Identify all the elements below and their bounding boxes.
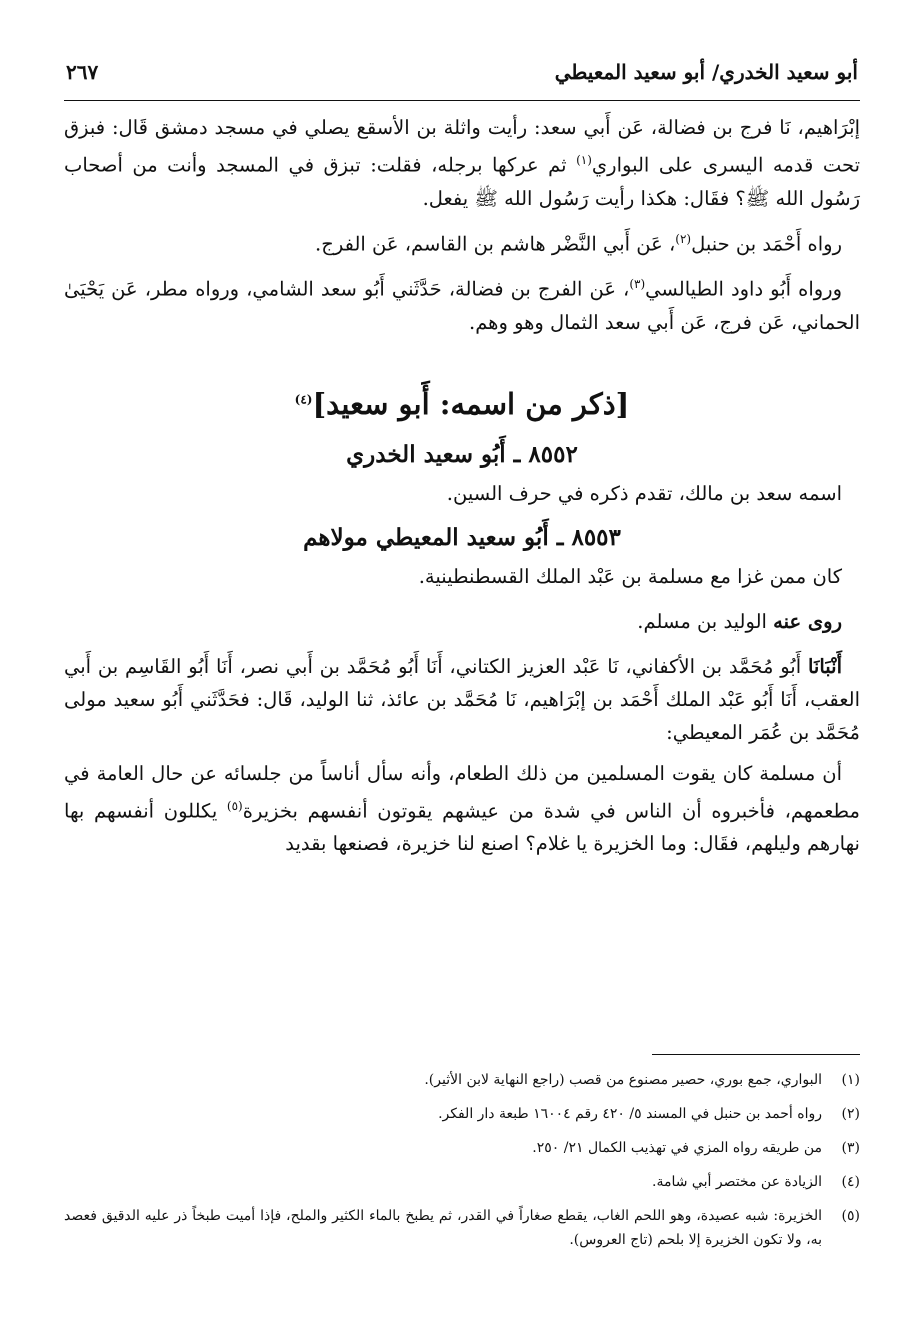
matn-text: أن مسلمة كان يقوت المسلمين من ذلك الطعام، وأنه سأل أناساً من جلسائه عن حال العامة في مطعمهم، فأخبروه أن الناس في شدة من عيشهم يقوتون أنفسهم بخزيرة	[64, 761, 860, 822]
running-title: أبو سعيد الخدري/ أبو سعيد المعيطي	[554, 60, 858, 84]
footnote-text: رواه أحمد بن حنبل في المسند ٥/ ٤٢٠ رقم ١٦٠٠٤ طبعة دار الفكر.	[438, 1106, 822, 1122]
footnote-text: البواري، جمع بوري، حصير مصنوع من قصب (راجع النهاية لابن الأثير).	[424, 1072, 822, 1088]
footnote-4	[64, 1170, 860, 1194]
rawa-anhu	[64, 605, 860, 638]
footnote-3	[64, 1136, 860, 1160]
paragraph-1	[64, 111, 860, 215]
paragraph-2-text-cont: ، عَن أَبي النَّضْر هاشم بن القاسم، عَن الفرج.	[315, 232, 676, 255]
matn-paragraph	[64, 757, 860, 861]
rawa-text: الوليد بن مسلم.	[637, 609, 774, 633]
footnote-2	[64, 1102, 860, 1126]
isnad-text: أَبُو مُحَمَّد بن الأكفاني، نَا عَبْد العزيز الكتاني، أَنَا أَبُو مُحَمَّد بن أَبي نصر، أَنَا أَبُو القَاسِم بن أَبي العقب، أَنَا أَبُو عَبْد الملك أَحْمَد بن إبْرَاهيم، نَا مُحَمَّد بن عائذ، ثنا الوليد، قَال: فحَدَّثَني أَبُو سعيد مولى مُحَمَّد بن عُمَر المعيطي:	[64, 654, 860, 744]
entry-8553-text: كان ممن غزا مع مسلمة بن عَبْد الملك القسطنطينية.	[418, 564, 842, 588]
entry-8552-title: ٨٥٥٢ ـ أَبُو سعيد الخدري	[346, 440, 578, 468]
footnote-divider	[652, 1054, 860, 1055]
paragraph-3-text-cont: ، عَن الفرج بن فضالة، حَدَّثَني أَبُو سعد الشامي، ورواه مطر، عَن يَحْيَىٰ الحماني، عَن فرج، عَن أَبي سعد الثمال وهو وهم.	[64, 277, 860, 334]
entry-8553-title: ٨٥٥٣ ـ أَبُو سعيد المعيطي مولاهم	[303, 523, 621, 551]
anbana-label: أَنْبَانَا	[807, 654, 842, 678]
isnad-paragraph	[64, 650, 860, 749]
footnote-number: (١)	[841, 1072, 860, 1088]
footnote-ref-1: (١)	[576, 153, 592, 167]
footnote-1	[64, 1068, 860, 1092]
footnote-number: (٢)	[841, 1106, 860, 1122]
footnote-text: من طريقه رواه المزي في تهذيب الكمال ٢١/ ٢٥٠.	[532, 1140, 822, 1156]
paragraph-1-text-cont: ثم عركها برجله، فقلت: تبزق في المسجد وأنت من أصحاب رَسُول الله ﷺ؟ فقَال: هكذا رأيت رَسُول الله ﷺ يفعل.	[64, 153, 860, 210]
matn-text-cont: يكللون أنفسهم بها نهارهم وليلهم، فقَال: وما الخزيرة يا غلام؟ اصنع لنا خزيرة، فصنعها بقديد	[64, 799, 860, 855]
paragraph-3	[64, 268, 860, 339]
page-number: ٢٦٧	[66, 60, 99, 84]
footnote-ref-3: (٣)	[629, 277, 646, 291]
footnote-text: الزيادة عن مختصر أبي شامة.	[652, 1174, 822, 1190]
rawa-label: روى عنه	[773, 609, 842, 633]
footnote-ref-2: (٢)	[675, 231, 692, 246]
footnote-ref-5: (٥)	[226, 798, 243, 813]
page-header	[64, 60, 860, 101]
book-page	[64, 60, 860, 1300]
paragraph-3-text: ورواه أَبُو داود الطيالسي	[645, 277, 843, 301]
paragraph-2-text: رواه أَحْمَد بن حنبل	[691, 232, 842, 255]
section-title	[64, 387, 860, 435]
footnote-number: (٣)	[841, 1140, 860, 1156]
paragraph-1-text: إبْرَاهيم، نَا فرج بن فضالة، عَن أَبي سعد: رأيت واثلة بن الأسقع يصلي في مسجد دمشق قَال: فبزق تحت قدمه اليسرى على البواري	[64, 116, 860, 177]
footnote-5	[64, 1204, 860, 1252]
footnotes	[64, 1068, 860, 1262]
footnote-number: (٤)	[841, 1174, 860, 1190]
footnote-number: (٥)	[841, 1208, 860, 1224]
footnote-ref-4: (٤)	[294, 391, 313, 406]
footnote-text: الخزيرة: شبه عصيدة، وهو اللحم الغاب، يقطع صغاراً في القدر، ثم يطبخ بالماء الكثير والملح، فإذا أميت طبخاً ذر عليه الدقيق فعصد به، ولا تكون الخزيرة إلا بلحم (تاج العروس).	[64, 1208, 822, 1248]
entry-8552-text: اسمه سعد بن مالك، تقدم ذكره في حرف السين.	[446, 481, 842, 505]
section-title-text: [ذكر من اسمه: أَبو سعيد]	[312, 386, 630, 421]
paragraph-2	[64, 223, 860, 261]
